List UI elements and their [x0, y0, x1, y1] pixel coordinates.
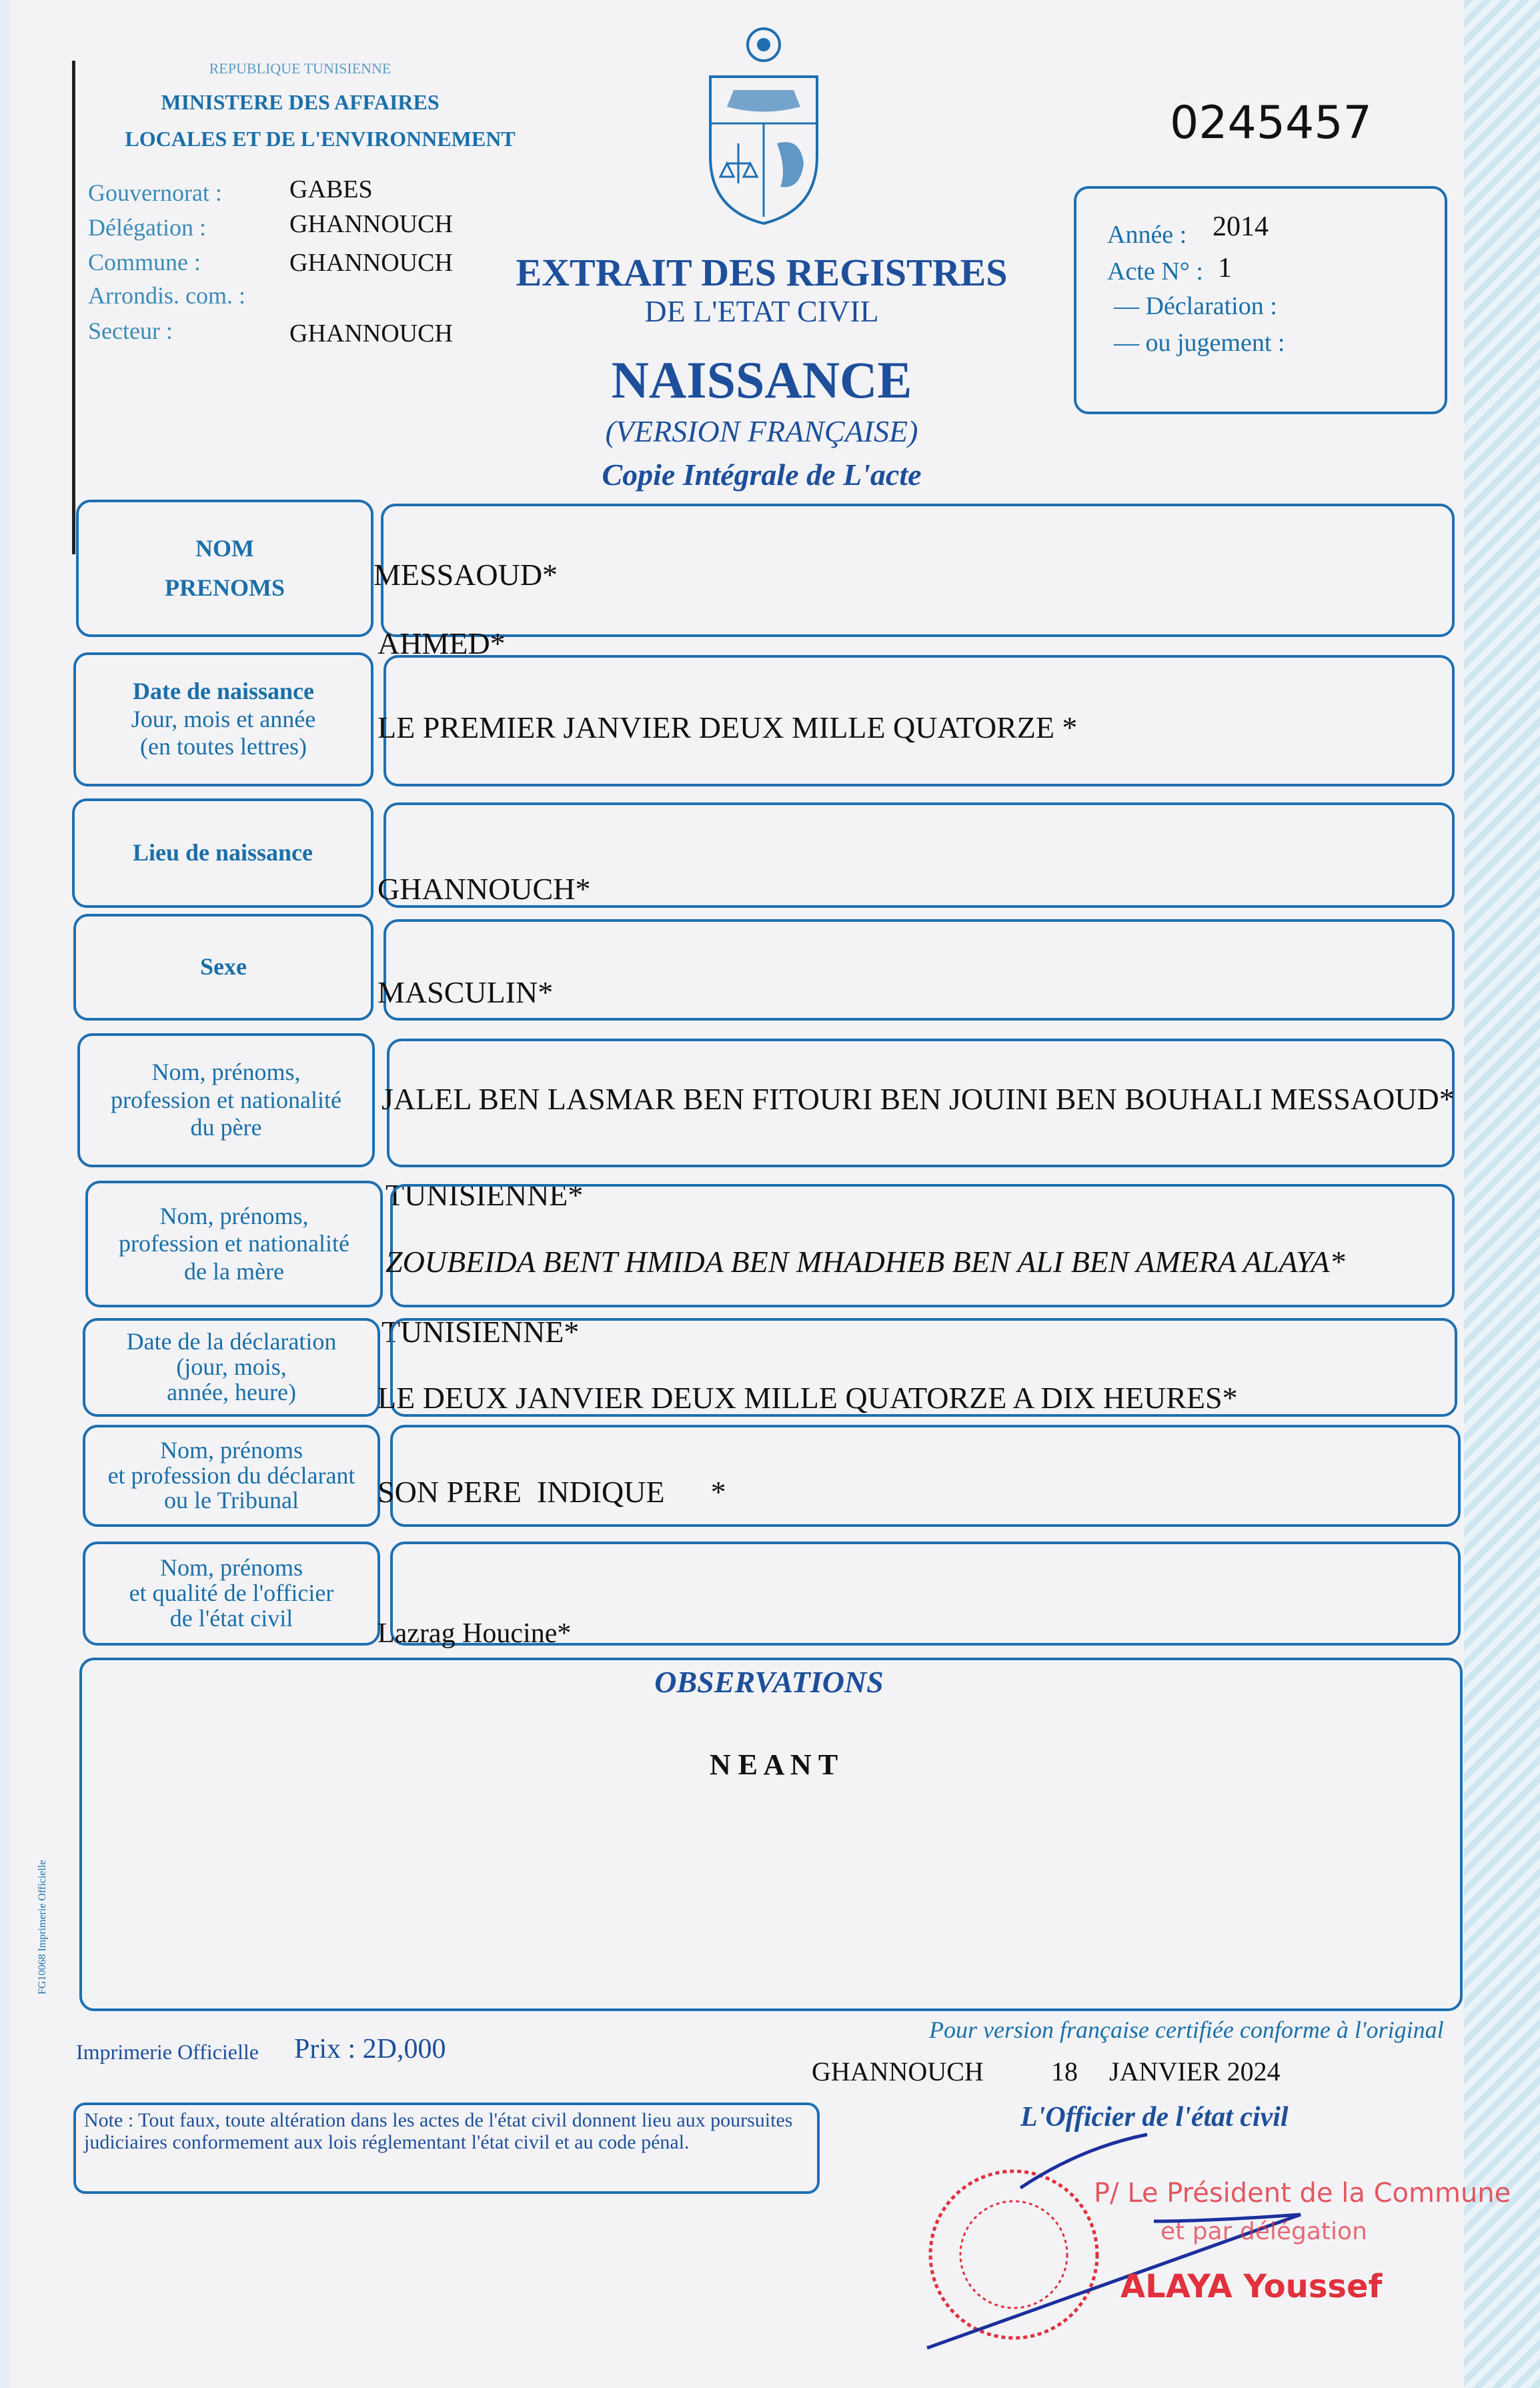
label-line: Nom, prénoms	[160, 1554, 303, 1582]
field-label: Arrondis. com. :	[88, 282, 245, 309]
label-line: (jour, mois,	[176, 1353, 287, 1381]
value-date-naissance: LE PREMIER JANVIER DEUX MILLE QUATORZE *	[377, 710, 1078, 744]
label-line: profession et nationalité	[111, 1086, 341, 1113]
value-nom: MESSAOUD*	[373, 558, 558, 592]
stamp-line1: P/ Le Président de la Commune	[1094, 2178, 1511, 2209]
label-line: NOM	[195, 534, 254, 562]
label-line: Date de la déclaration	[126, 1328, 337, 1355]
header-rule	[72, 61, 75, 554]
label-pere	[77, 1033, 375, 1167]
label-date-naissance	[73, 652, 373, 786]
label-line: (en toutes lettres)	[140, 733, 307, 760]
stamp-line2: et par délégation	[1161, 2218, 1367, 2245]
field-label: Secteur :	[88, 318, 173, 344]
declaration-label: — Déclaration :	[1114, 292, 1277, 320]
guilloche-border	[1464, 0, 1540, 2388]
label-line: du père	[190, 1114, 262, 1141]
label-line: et profession du déclarant	[107, 1461, 355, 1489]
month-year: JANVIER 2024	[1109, 2056, 1281, 2086]
title-etat-civil: DE L'ETAT CIVIL	[644, 294, 879, 328]
judgment-label: — ou jugement :	[1114, 329, 1285, 357]
label-line: Jour, mois et année	[131, 705, 316, 732]
value-sexe: MASCULIN*	[377, 975, 554, 1009]
value-pere-nationalite: TUNISIENNE*	[386, 1178, 584, 1212]
field-label: Commune :	[88, 249, 201, 275]
label-line: Date de naissance	[133, 678, 314, 705]
serial-number: 0245457	[1170, 97, 1372, 149]
side-print-code: FG10068 Imprimerie Officielle	[37, 1860, 48, 1994]
title-naissance: NAISSANCE	[611, 351, 912, 409]
label-line: année, heure)	[167, 1378, 296, 1405]
act-number-label: Acte N° :	[1107, 257, 1203, 285]
label-line: ou le Tribunal	[163, 1487, 299, 1514]
label-line: PRENOMS	[165, 574, 285, 601]
label-officier	[83, 1542, 380, 1646]
observations-title: OBSERVATIONS	[654, 1665, 884, 1699]
field-value: GHANNOUCH	[289, 210, 453, 238]
value-mere-nationalite: TUNISIENNE*	[381, 1315, 580, 1349]
ministry-line1: MINISTERE DES AFFAIRES	[161, 90, 440, 114]
left-edge	[0, 0, 9, 2388]
label-declaration	[83, 1318, 380, 1417]
value-declarant: SON PERE INDIQUE *	[377, 1475, 726, 1509]
label-line: et qualité de l'officier	[129, 1580, 334, 1607]
year-label: Année :	[1107, 221, 1187, 249]
value-mere: ZOUBEIDA BENT HMIDA BEN MHADHEB BEN ALI BEN AMERA ALAYA*	[386, 1245, 1345, 1279]
printer-label: Imprimerie Officielle	[76, 2040, 259, 2064]
price: Prix : 2D,000	[294, 2034, 446, 2064]
ministry-line2: LOCALES ET DE L'ENVIRONNEMENT	[125, 127, 516, 151]
value-pere: JALEL BEN LASMAR BEN FITOURI BEN JOUINI BEN BOUHALI MESSAOUD*	[381, 1082, 1455, 1116]
title-copie: Copie Intégrale de L'acte	[602, 458, 922, 492]
day: 18	[1051, 2056, 1078, 2086]
label-line: de la mère	[184, 1257, 284, 1285]
label-line: profession et nationalité	[119, 1230, 349, 1257]
value-lieu: GHANNOUCH*	[377, 872, 591, 906]
label-lieu: Lieu de naissance	[132, 839, 313, 866]
officer-title: L'Officier de l'état civil	[1020, 2102, 1289, 2133]
value-prenoms: AHMED*	[377, 626, 506, 660]
label-line: Nom, prénoms,	[159, 1202, 309, 1229]
field-label: Délégation :	[88, 214, 206, 241]
label-declarant	[83, 1425, 380, 1527]
act-number-value: 1	[1218, 253, 1232, 283]
field-value: GHANNOUCH	[289, 249, 453, 277]
field-label: Gouvernorat :	[88, 179, 222, 206]
year-value: 2014	[1213, 211, 1269, 242]
label-line: Nom, prénoms,	[151, 1059, 301, 1086]
republic-text: REPUBLIQUE TUNISIENNE	[209, 60, 392, 77]
certified-text: Pour version française certifiée conforme à l'original	[929, 2016, 1444, 2043]
label-sexe: Sexe	[200, 953, 247, 981]
label-line: de l'état civil	[169, 1604, 293, 1632]
observations-box	[79, 1658, 1463, 2011]
observations-value: N E A N T	[709, 1748, 838, 1781]
title-version: (VERSION FRANÇAISE)	[605, 414, 918, 448]
value-officier: Lazrag Houcine*	[377, 1618, 572, 1649]
tunisia-coat-of-arms-icon	[700, 23, 827, 237]
stamp-name: ALAYA Youssef	[1120, 2268, 1383, 2305]
value-declaration: LE DEUX JANVIER DEUX MILLE QUATORZE A DIX HEURES*	[377, 1381, 1238, 1415]
field-value: GABES	[289, 175, 373, 203]
label-line: Nom, prénoms	[160, 1436, 303, 1463]
label-nom-prenoms	[76, 500, 373, 637]
title-extrait: EXTRAIT DES REGISTRES	[516, 251, 1008, 294]
official-stamp	[914, 2121, 1447, 2375]
label-mere	[85, 1181, 383, 1307]
place: GHANNOUCH	[812, 2056, 984, 2086]
field-value: GHANNOUCH	[289, 320, 453, 348]
note-text: Note : Tout faux, toute altération dans les actes de l'état civil donnent lieu aux poursuites judiciaires conformement aux lois réglementant l'état civil et au code pénal.	[84, 2109, 793, 2153]
